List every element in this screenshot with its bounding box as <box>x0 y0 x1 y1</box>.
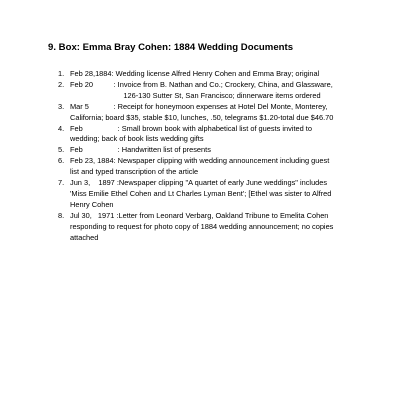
item-number: 1. <box>58 69 65 78</box>
list-item <box>58 156 358 178</box>
item-text-line: Feb : Small brown book with alphabetical list of guests invited to <box>70 123 312 133</box>
item-text-line: Feb : Handwritten list of presents <box>70 145 211 155</box>
item-number: 3. <box>58 101 65 111</box>
item-text-line: wedding; back of book lists wedding gifts <box>70 134 204 144</box>
item-number: 6. <box>58 156 65 166</box>
item-number: 2. <box>58 79 65 89</box>
item-text-line: Feb 28,1884: Wedding license Alfred Henry Cohen and Emma Bray; original <box>70 69 320 78</box>
item-number: 8. <box>58 210 65 220</box>
item-text-line: Feb 20 : Invoice from B. Nathan and Co.; Crockery, China, and Glassware, <box>70 79 333 89</box>
item-text-line: list and typed transcription of the article <box>70 167 199 177</box>
list-item <box>58 102 358 124</box>
item-text-line: Jul 30, 1971 :Letter from Leonard Verbarg, Oakland Tribune to Emelita Cohen <box>70 210 329 220</box>
list-item <box>58 124 358 146</box>
item-text-line: Henry Cohen <box>70 199 114 209</box>
item-text-line: responding to request for photo copy of 1884 wedding announcement; no copies <box>70 221 334 231</box>
document-list <box>58 69 358 244</box>
list-item <box>58 80 358 102</box>
item-text-line: California; board $35, stable $10, lunches, .50, telegrams $1.20-total due $46.70 <box>70 112 334 122</box>
item-text-line: Feb 23, 1884: Newspaper clipping with wedding announcement including guest <box>70 156 330 166</box>
item-text-line: attached <box>70 232 99 242</box>
item-number: 4. <box>58 123 65 133</box>
list-item <box>58 211 358 244</box>
list-item <box>58 145 358 156</box>
list-item <box>58 178 358 211</box>
section-heading: 9. Box: Emma Bray Cohen: 1884 Wedding Documents <box>48 42 294 53</box>
item-text-line: Mar 5 : Receipt for honeymoon expenses at Hotel Del Monte, Monterey, <box>70 101 328 111</box>
item-text-line: 126-130 Sutter St, San Francisco; dinnerware items ordered <box>70 90 321 100</box>
list-item <box>58 69 358 80</box>
item-number: 5. <box>58 145 65 155</box>
item-number: 7. <box>58 178 65 188</box>
item-text-line: Jun 3, 1897 :Newspaper clipping "A quartet of early June weddings" includes <box>70 178 328 188</box>
item-text-line: 'Miss Emilie Ethel Cohen and Lt Charles Lyman Bent'; [Ethel was sister to Alfred <box>70 188 332 198</box>
